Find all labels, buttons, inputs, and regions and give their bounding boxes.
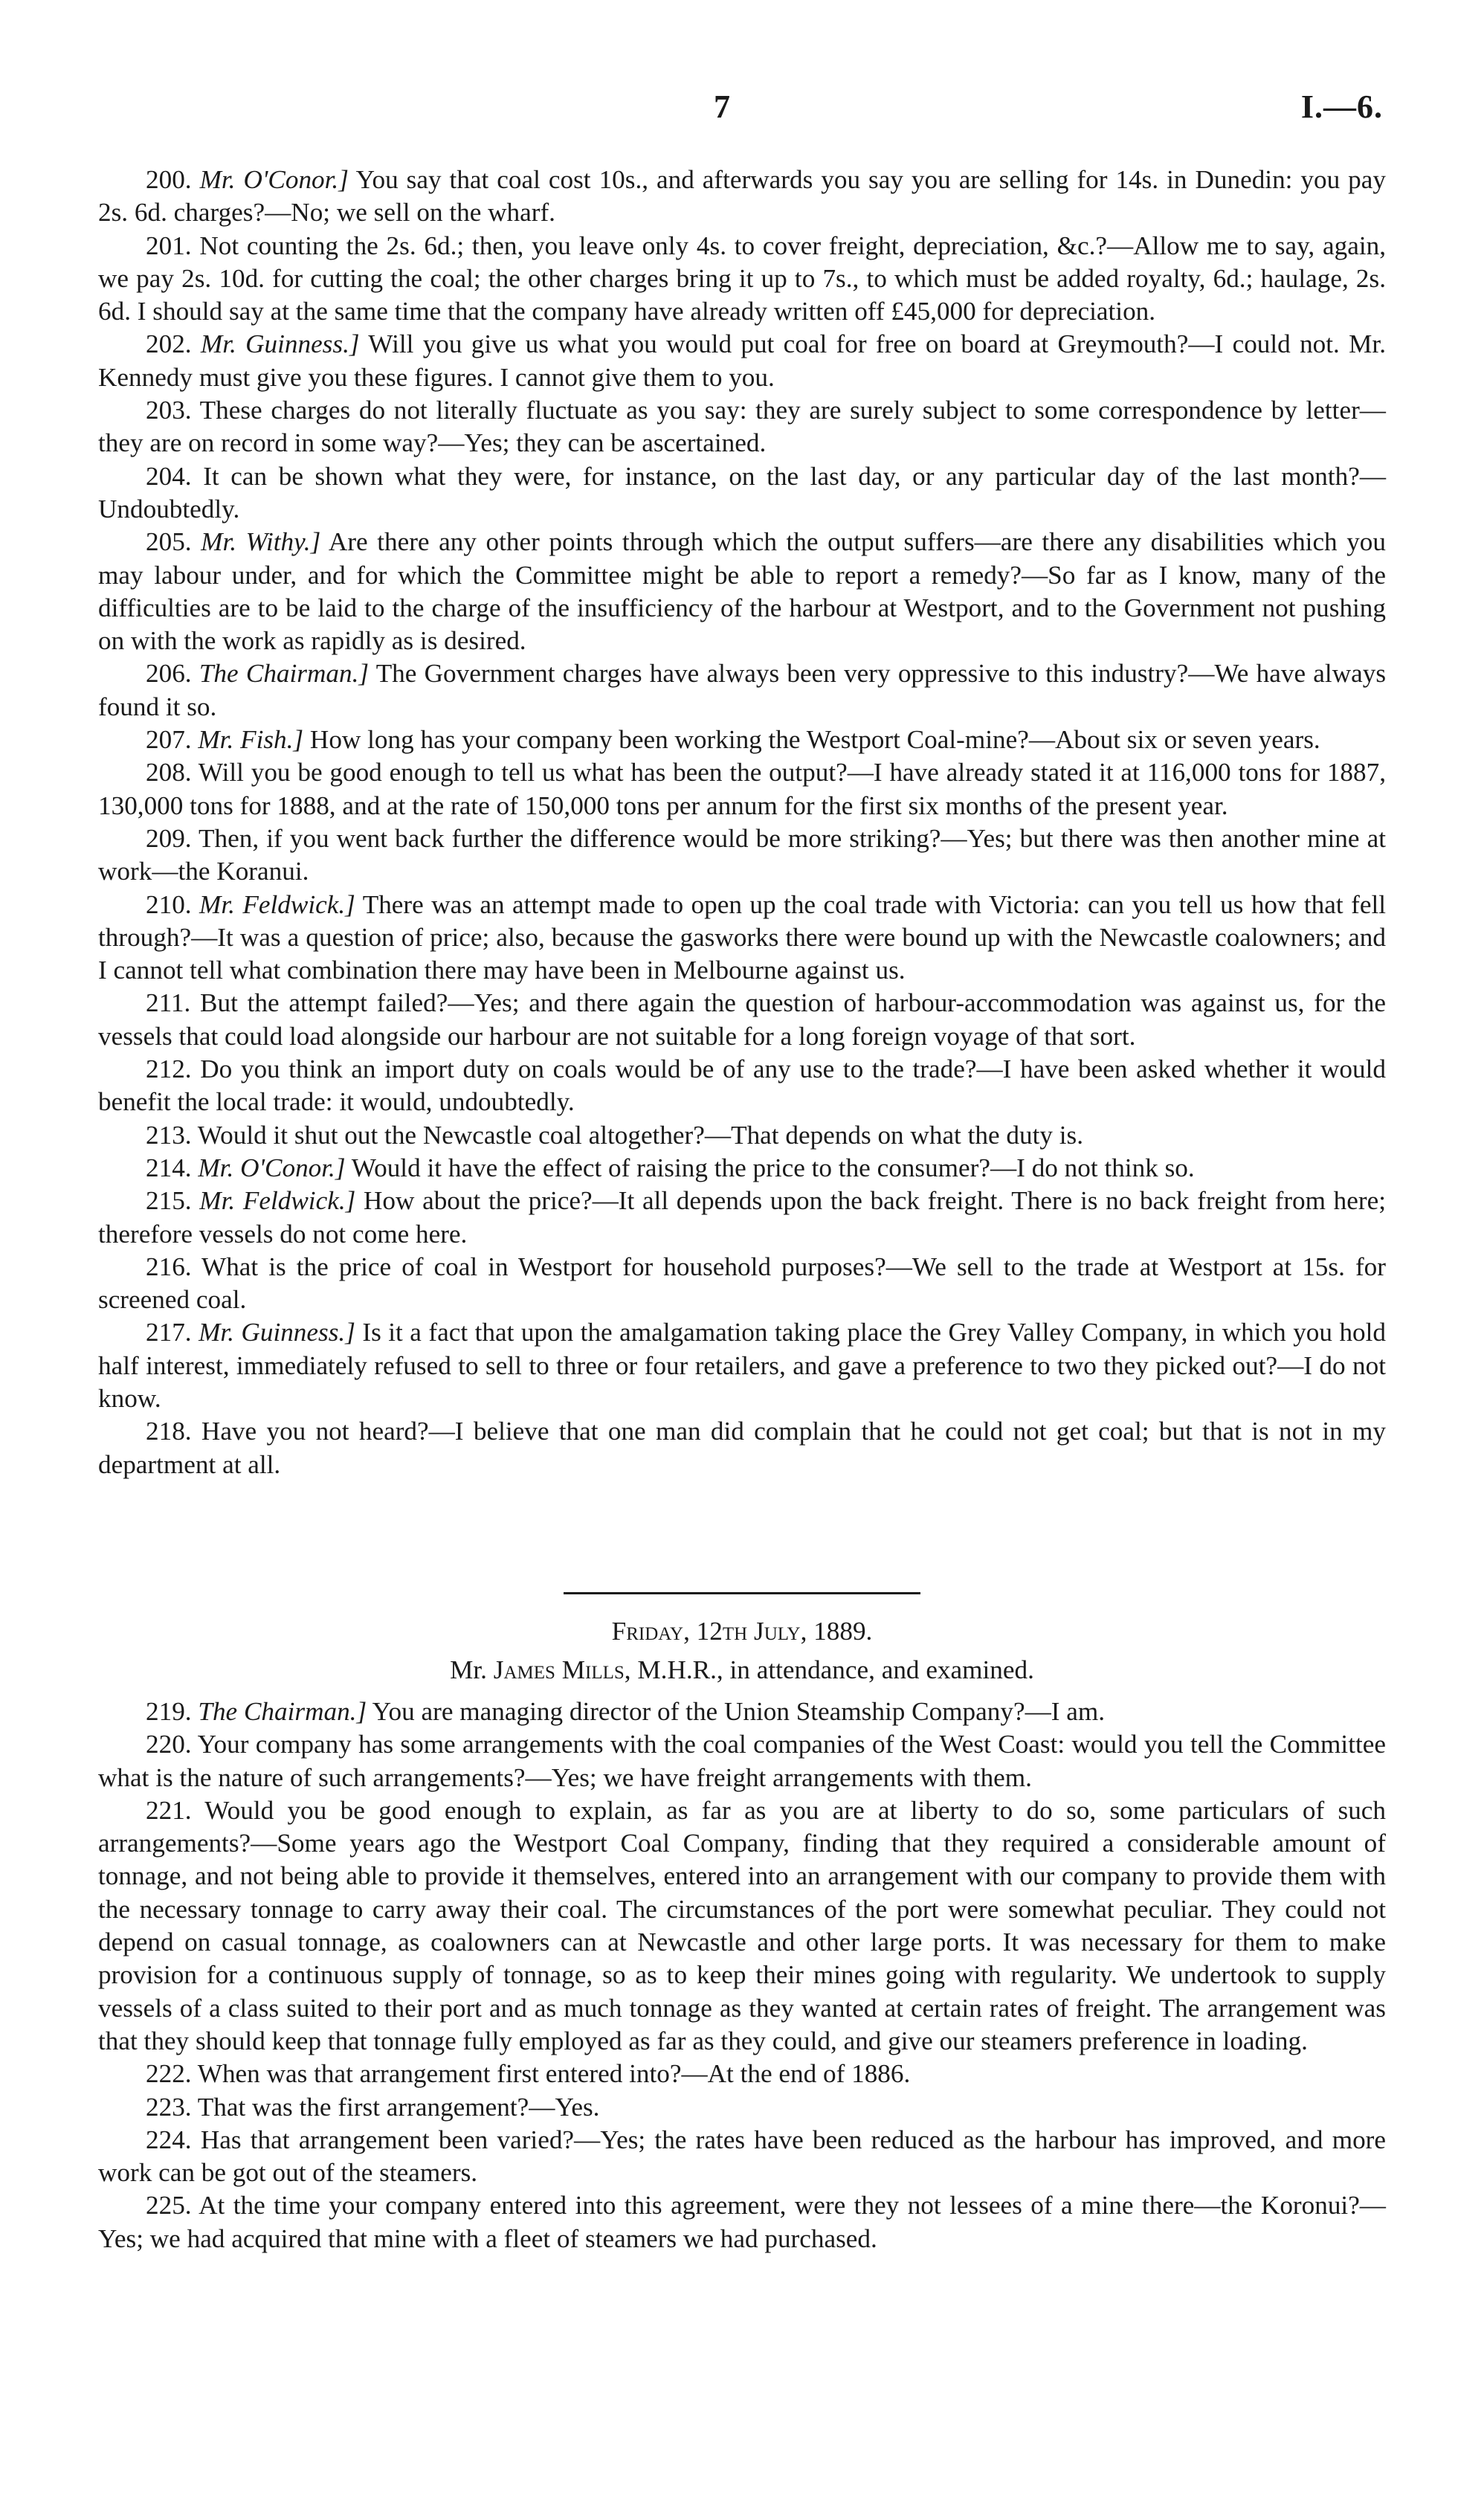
question-paragraph xyxy=(98,328,1386,394)
question-number: 206. xyxy=(146,659,192,689)
question-text: You say that coal cost 10s., and afterwards you say you are selling for 14s. in Dunedin: you pay 2s. 6d. charges?—No; we sell on the wharf. xyxy=(98,165,1386,228)
speaker-name: Mr. O'Conor.] xyxy=(198,1153,346,1182)
speaker-name: Mr. Guinness.] xyxy=(199,1318,355,1347)
question-number: 211. xyxy=(146,988,191,1018)
question-number: 222. xyxy=(146,2059,192,2089)
question-number: 208. xyxy=(146,758,192,788)
question-text: These charges do not literally fluctuate as you say: they are surely subject to some correspondence by letter—they are on record in some way?—Yes; they can be ascertained. xyxy=(98,396,1386,458)
section-divider xyxy=(564,1592,920,1594)
question-paragraph xyxy=(98,394,1386,460)
question-text: The Government charges have always been very oppressive to this industry?—We have always found it so. xyxy=(98,659,1387,721)
question-number: 213. xyxy=(146,1120,192,1150)
question-text: But the attempt failed?—Yes; and there again the question of harbour-accommodation was against us, for the vessels that could load alongside our harbour are not suitable for a long foreign voyage of that sort. xyxy=(98,988,1386,1051)
question-text: There was an attempt made to open up the coal trade with Victoria: can you tell us how that fell through?—It was a question of price; also, because the gasworks there were bound up with the Newcastle coalowners; and I cannot tell what combination there may have been in Melbourne against us. xyxy=(98,889,1387,985)
question-text: Are there any other points through which the output suffers—are there any disabilities which you may labour under, and for which the Committee might be able to report a remedy?—So far as I know, many of the difficulties are to be laid to the charge of the insufficiency of the harbour at Westport, and to the Government not pushing on with the work as rapidly as is desired. xyxy=(98,527,1386,656)
question-number: 202. xyxy=(146,329,192,359)
question-number: 210. xyxy=(146,889,192,919)
attendance-prefix: Mr. xyxy=(450,1655,487,1684)
question-number: 221. xyxy=(146,1795,192,1825)
speaker-name: Mr. O'Conor.] xyxy=(199,165,349,194)
minutes-block-1 xyxy=(98,164,1386,1481)
question-number: 200. xyxy=(146,165,192,194)
question-paragraph xyxy=(98,987,1386,1053)
question-number: 205. xyxy=(146,527,192,557)
question-paragraph xyxy=(98,1728,1386,1794)
question-paragraph xyxy=(98,2124,1386,2190)
question-text: Your company has some arrangements with the coal companies of the West Coast: would you tell the Committee what is the nature of such arrangements?—Yes; we have freight arrangements with them. xyxy=(98,1730,1386,1792)
speaker-name: Mr. Withy.] xyxy=(201,527,321,557)
question-text: Is it a fact that upon the amalgamation taking place the Grey Valley Company, in which you hold half interest, immediately refused to sell to three or four retailers, and gave a preference to two they picked out?—I do not know. xyxy=(98,1318,1387,1413)
question-number: 225. xyxy=(146,2191,192,2220)
question-paragraph xyxy=(98,526,1386,657)
question-text: Has that arrangement been varied?—Yes; the rates have been reduced as the harbour has improved, and more work can be got out of the steamers. xyxy=(98,2125,1386,2188)
question-text: Do you think an import duty on coals would be of any use to the trade?—I have been asked whether it would benefit the local trade: it would, undoubtedly. xyxy=(98,1054,1386,1117)
question-text: When was that arrangement first entered into?—At the end of 1886. xyxy=(197,2059,911,2089)
page-header xyxy=(0,88,1484,132)
question-text: What is the price of coal in Westport for household purposes?—We sell to the trade at Westport at 15s. for screened coal. xyxy=(98,1252,1386,1315)
question-paragraph xyxy=(98,1251,1386,1317)
question-paragraph xyxy=(98,230,1386,329)
attendance-suffix: , M.H.R., in attendance, and examined. xyxy=(624,1655,1034,1684)
question-paragraph xyxy=(98,756,1386,822)
question-paragraph xyxy=(98,460,1386,526)
question-text: Not counting the 2s. 6d.; then, you leave only 4s. to cover freight, depreciation, &c.?—Allow me to say, again, we pay 2s. 10d. for cutting the coal; the other charges bring it up to 7s., to which must be added royalty, 6d.; haulage, 2s. 6d. I should say at the same time that the company have already written off £45,000 for depreciation. xyxy=(98,231,1386,326)
witness-name: James Mills xyxy=(493,1655,625,1684)
question-paragraph xyxy=(98,1119,1386,1152)
question-paragraph xyxy=(98,2091,1386,2124)
attendance-line xyxy=(0,1654,1484,1687)
question-paragraph xyxy=(98,822,1386,889)
question-paragraph xyxy=(98,1152,1386,1185)
page-number: 7 xyxy=(714,88,730,125)
question-text: Have you not heard?—I believe that one man did complain that he could not get coal; but that is not in my department at all. xyxy=(98,1417,1386,1479)
question-number: 219. xyxy=(146,1697,192,1726)
question-number: 203. xyxy=(146,396,192,425)
question-paragraph xyxy=(98,164,1386,230)
speaker-name: The Chairman.] xyxy=(198,1697,367,1726)
question-paragraph xyxy=(98,1695,1386,1728)
speaker-name: Mr. Fish.] xyxy=(198,725,304,755)
question-number: 223. xyxy=(146,2092,192,2122)
speaker-name: Mr. Guinness.] xyxy=(200,329,360,359)
question-paragraph xyxy=(98,657,1386,724)
speaker-name: Mr. Feldwick.] xyxy=(199,1186,356,1216)
session-date: Friday, 12th July, 1889. xyxy=(611,1617,873,1646)
question-paragraph xyxy=(98,2058,1386,2090)
question-paragraph xyxy=(98,724,1386,756)
question-paragraph xyxy=(98,1053,1386,1119)
document-reference: I.—6. xyxy=(1300,88,1383,125)
question-text: Would it have the effect of raising the price to the consumer?—I do not think so. xyxy=(351,1153,1195,1182)
question-text: You are managing director of the Union Steamship Company?—I am. xyxy=(372,1697,1106,1726)
question-number: 224. xyxy=(146,2125,192,2154)
question-text: At the time your company entered into this agreement, were they not lessees of a mine there—the Koronui?—Yes; we had acquired that mine with a fleet of steamers we had purchased. xyxy=(98,2191,1386,2253)
question-text: It can be shown what they were, for instance, on the last day, or any particular day of the last month?—Undoubtedly. xyxy=(98,461,1387,524)
question-paragraph xyxy=(98,2189,1386,2255)
question-paragraph xyxy=(98,1185,1386,1251)
question-number: 217. xyxy=(146,1318,192,1347)
question-number: 215. xyxy=(146,1186,192,1216)
question-text: Then, if you went back further the difference would be more striking?—Yes; but there was then another mine at work—the Koranui. xyxy=(98,823,1386,886)
question-paragraph xyxy=(98,1794,1386,2058)
speaker-name: The Chairman.] xyxy=(199,659,370,689)
question-number: 216. xyxy=(146,1252,192,1281)
question-text: Will you be good enough to tell us what has been the output?—I have already stated it at 116,000 tons for 1887, 130,000 tons for 1888, and at the rate of 150,000 tons per annum for the first six months of the present year. xyxy=(98,758,1386,820)
question-number: 207. xyxy=(146,725,192,755)
question-paragraph xyxy=(98,889,1386,988)
question-text: How long has your company been working the Westport Coal-mine?—About six or seven years. xyxy=(309,725,1320,755)
question-text: Would you be good enough to explain, as far as you are at liberty to do so, some particulars of such arrangements?—Some years ago the Westport Coal Company, finding that they required a considerable amount of tonnage, and not being able to provide it themselves, entered into an arrangement with our company to provide them with the necessary tonnage to carry away their coal. The circumstances of the port were somewhat peculiar. They could not depend on casual tonnage, as coalowners can at Newcastle and other large ports. It was necessary for them to make provision for a continuous supply of tonnage, so as to keep their mines going with regularity. We undertook to supply vessels of a class suited to their port and as much tonnage as they wanted at certain rates of freight. The arrangement was that they should keep that tonnage fully employed as far as they could, and give our steamers preference in loading. xyxy=(98,1795,1386,2055)
question-paragraph xyxy=(98,1415,1386,1481)
question-text: Will you give us what you would put coal for free on board at Greymouth?—I could not. Mr. Kennedy must give you these figures. I cannot give them to you. xyxy=(98,329,1386,392)
question-number: 204. xyxy=(146,461,192,491)
question-number: 218. xyxy=(146,1417,192,1446)
question-text: Would it shut out the Newcastle coal altogether?—That depends on what the duty is. xyxy=(197,1120,1084,1150)
question-number: 220. xyxy=(146,1730,192,1759)
question-number: 212. xyxy=(146,1054,192,1084)
minutes-block-2 xyxy=(98,1695,1386,2255)
question-number: 209. xyxy=(146,823,192,853)
question-paragraph xyxy=(98,1316,1386,1415)
question-text: That was the first arrangement?—Yes. xyxy=(197,2092,600,2122)
question-number: 214. xyxy=(146,1153,192,1182)
speaker-name: Mr. Feldwick.] xyxy=(199,889,355,919)
question-text: How about the price?—It all depends upon the back freight. There is no back freight from here; therefore vessels do not come here. xyxy=(98,1186,1387,1249)
question-number: 201. xyxy=(146,231,192,260)
